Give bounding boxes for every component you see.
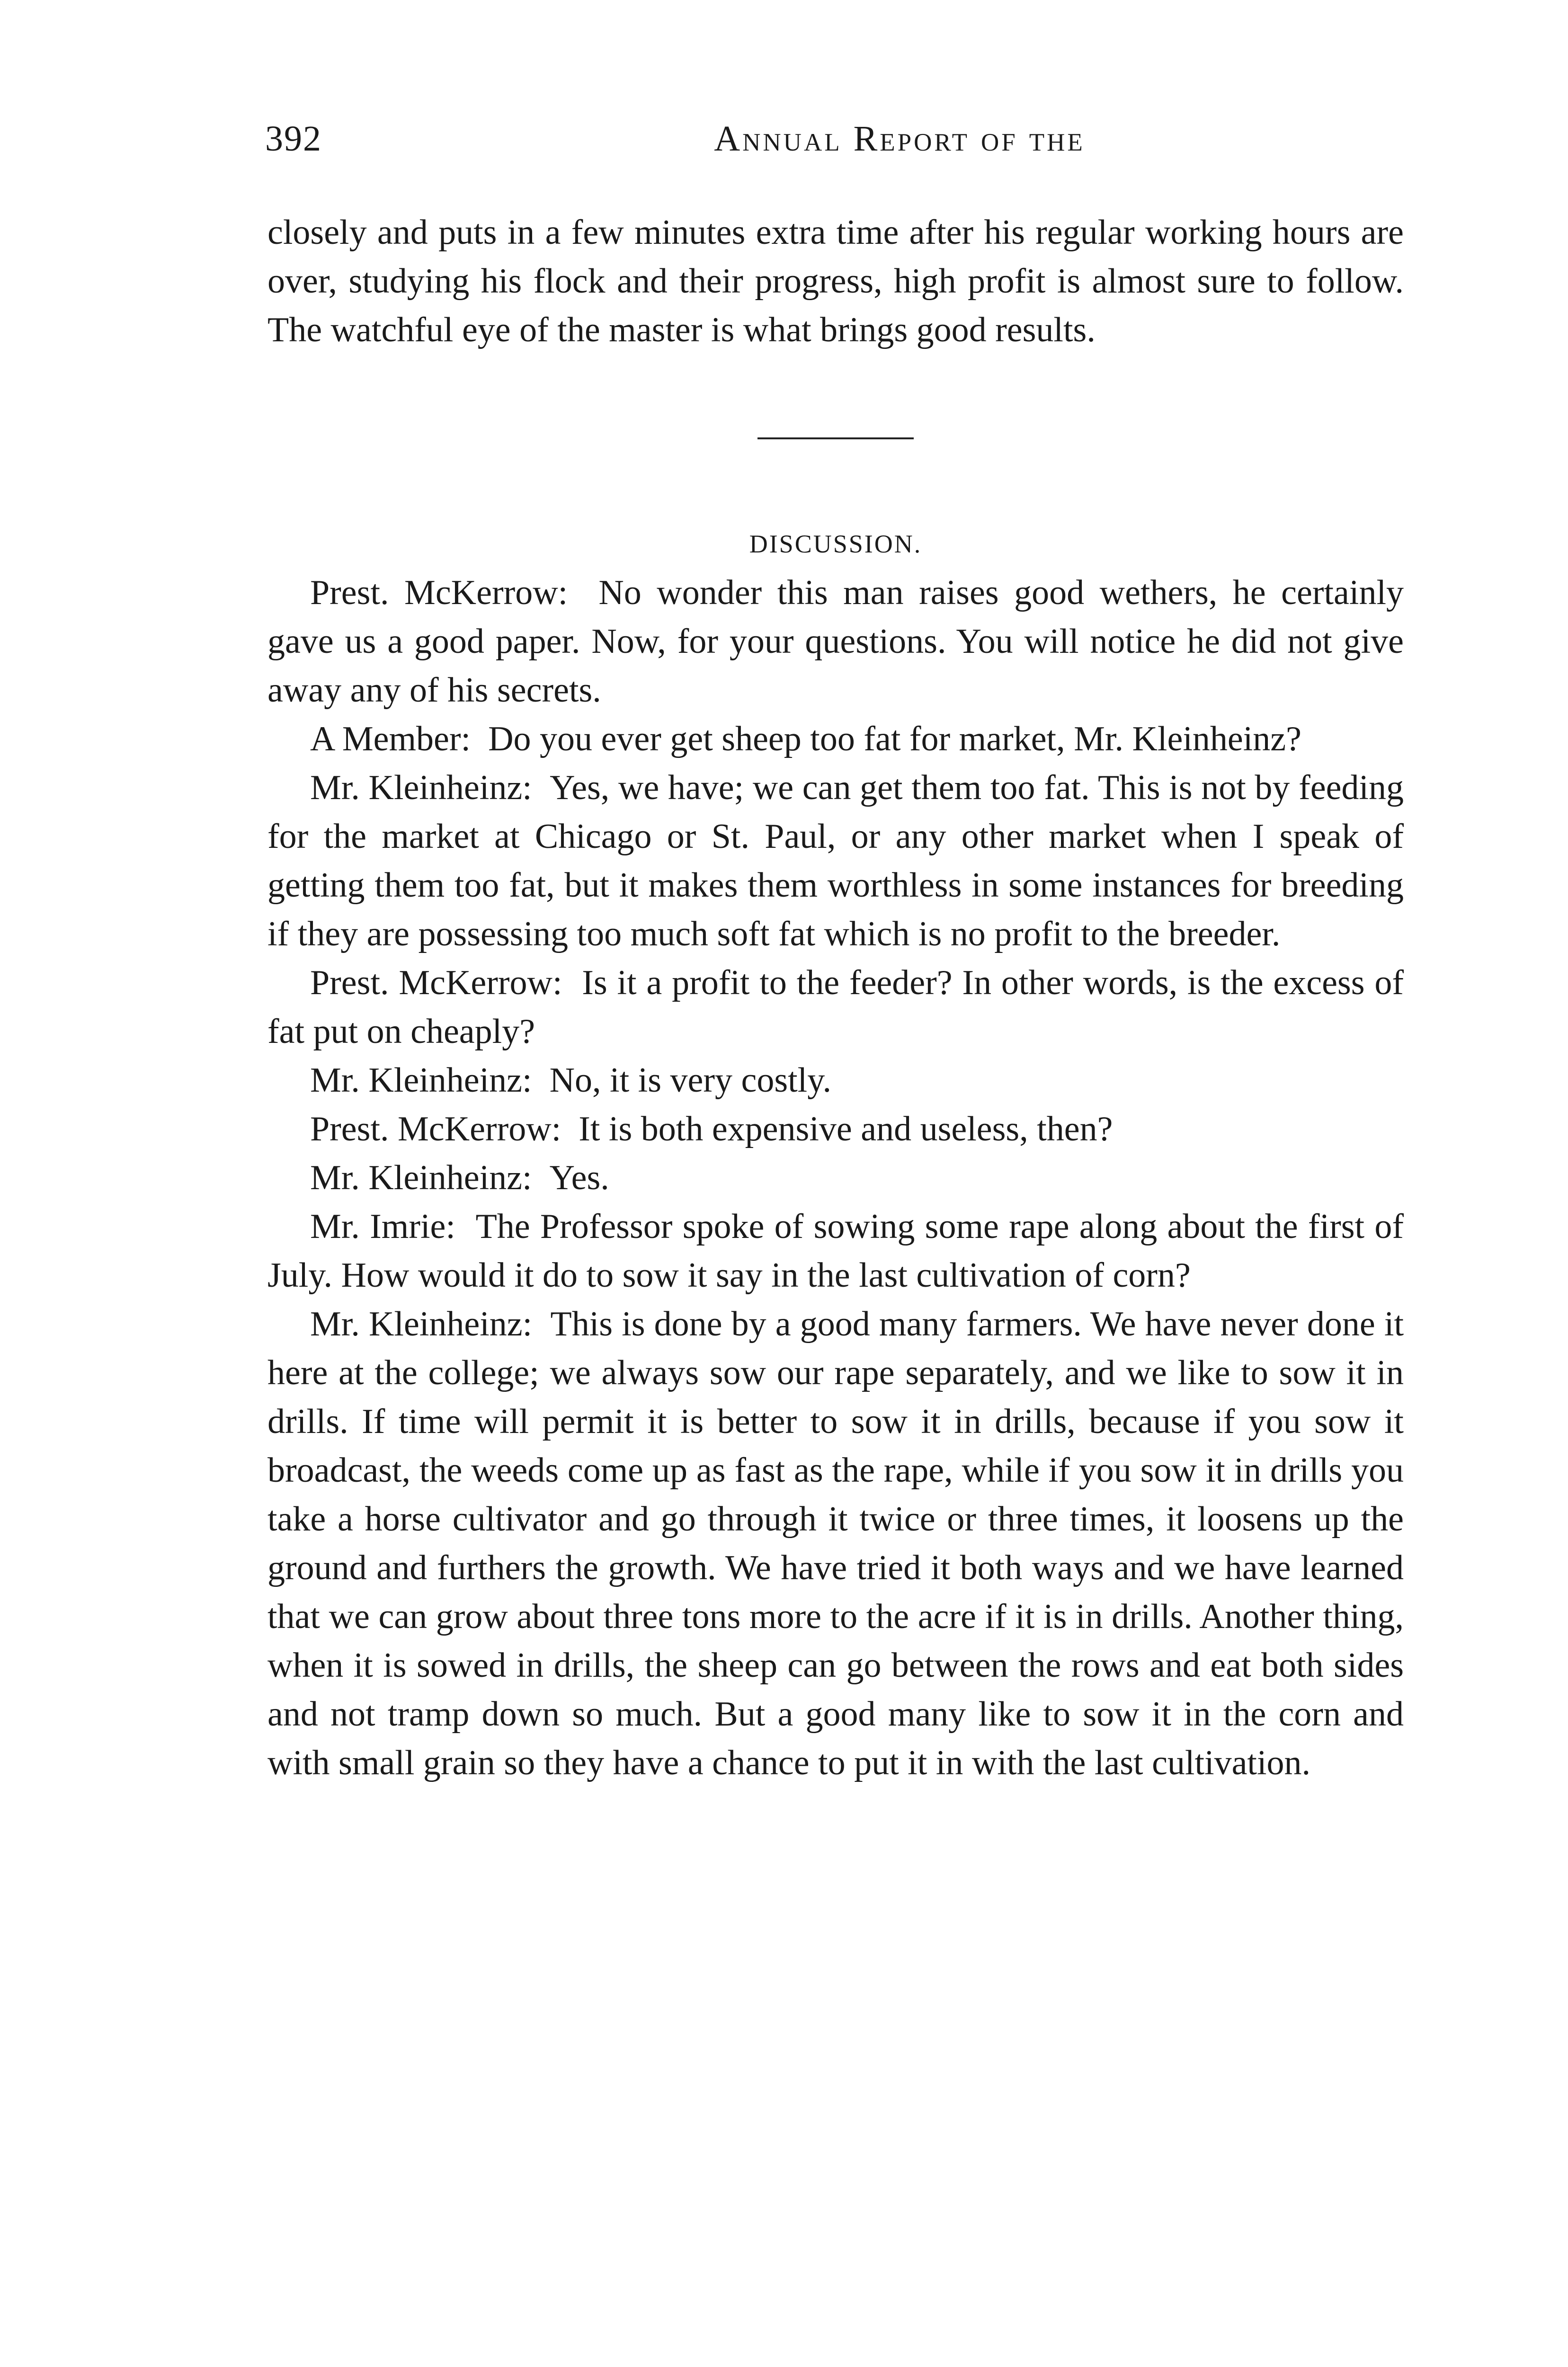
exchange-paragraph xyxy=(267,764,1404,959)
exchange-text: No wonder this man raises good wethers, he certainly gave us a good paper. Now, for your questions. You will notice he did not give away any of his secrets. xyxy=(267,573,1404,710)
speaker-label: Mr. Kleinheinz: xyxy=(310,768,532,807)
exchange-paragraph xyxy=(267,715,1404,764)
speaker-label: A Member: xyxy=(310,720,471,758)
section-title: DISCUSSION. xyxy=(749,530,922,558)
running-head: Annual Report of the xyxy=(714,119,1085,159)
section-divider xyxy=(757,437,914,439)
speaker-label: Mr. Kleinheinz: xyxy=(310,1158,532,1197)
speaker-label: Mr. Kleinheinz: xyxy=(310,1305,533,1344)
intro-paragraph: closely and puts in a few minutes extra time after his regular working hours are over, studying his flock and their progress, high profit is almost sure to follow. The watchful eye of the master is what brings good results. xyxy=(267,213,1404,349)
exchange-text: No, it is very costly. xyxy=(549,1061,831,1100)
exchange-text: Yes. xyxy=(549,1158,609,1197)
exchange-text: The Professor spoke of sowing some rape along about the first of July. How would it do to sow it say in the last cultivation of corn? xyxy=(267,1207,1404,1295)
exchange-text: Do you ever get sheep too fat for market, Mr. Kleinheinz? xyxy=(488,720,1301,758)
exchange-paragraph xyxy=(267,569,1404,715)
speaker-label: Prest. McKerrow: xyxy=(310,1110,561,1148)
exchange-text: It is both expensive and useless, then? xyxy=(579,1110,1113,1148)
exchange-text: Yes, we have; we can get them too fat. This is not by feeding for the market at Chicago or St. Paul, or any other market when I speak of getting them too fat, but it makes them worthless in some instances for breeding if they are possessing too much soft fat which is no profit to the breeder. xyxy=(267,768,1404,953)
exchange-text: Is it a profit to the feeder? In other words, is the excess of fat put on cheaply? xyxy=(267,963,1404,1051)
exchange-paragraph xyxy=(267,1300,1404,1788)
page-number: 392 xyxy=(265,119,322,159)
exchange-paragraph xyxy=(267,1056,1404,1105)
exchange-paragraph xyxy=(267,1154,1404,1202)
exchange-text: This is done by a good many farmers. We have never done it here at the college; we always sow our rape separately, and we like to sow it in drills. If time will permit it is better to sow it in drills, because if you sow it broadcast, the weeds come up as fast as the rape, while if you sow it in drills you take a horse cultivator and go through it twice or three times, it loosens up the ground and furthers the growth. We have tried it both ways and we have learned that we can grow about three tons more to the acre if it is in drills. Another thing, when it is sowed in drills, the sheep can go between the rows and eat both sides and not tramp down so much. But a good many like to sow it in the corn and with small grain so they have a chance to put it in with the last cultivation. xyxy=(267,1305,1404,1782)
exchange-paragraph xyxy=(267,1202,1404,1300)
exchange-paragraph xyxy=(267,1105,1404,1154)
body-text xyxy=(267,208,1404,1788)
page-header xyxy=(265,118,1411,175)
speaker-label: Prest. McKerrow: xyxy=(310,573,568,612)
speaker-label: Prest. McKerrow: xyxy=(310,963,562,1002)
speaker-label: Mr. Kleinheinz: xyxy=(310,1061,532,1100)
exchange-paragraph xyxy=(267,959,1404,1056)
speaker-label: Mr. Imrie: xyxy=(310,1207,455,1246)
